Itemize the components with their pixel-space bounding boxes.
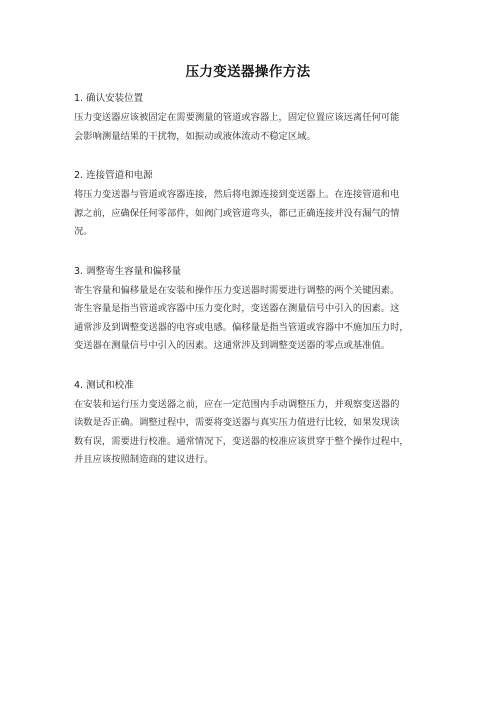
paragraph-line: 并且应该按照制造商的建议进行。 xyxy=(74,454,214,465)
section-install-position xyxy=(74,91,422,146)
section-test-calibrate xyxy=(74,378,422,470)
section-heading: 2. 连接管道和电源 xyxy=(74,170,153,181)
paragraph-line: 压力变送器应该被固定在需要测量的管道或容器上，固定位置应该远离任何可能 xyxy=(74,112,400,123)
paragraph-line: 源之前，应确保任何零部件，如阀门或管道弯头，都已正确连接并没有漏气的情 xyxy=(74,207,400,219)
section-heading: 4. 测试和校准 xyxy=(74,379,134,391)
paragraph-line: 在安装和运行压力变送器之前，应在一定范围内手动调整压力，并观察变送器的 xyxy=(74,398,400,410)
paragraph-line: 寄生容量和偏移量是在安装和操作压力变送器时需要进行调整的两个关键因素。 xyxy=(74,284,400,296)
section-connect-pipe-power xyxy=(74,168,422,242)
paragraph-line: 会影响测量结果的干扰物，如振动或液体流动不稳定区域。 xyxy=(74,130,316,142)
paragraph-line: 读数是否正确。调整过程中，需要将变送器与真实压力值进行比较，如果发现读 xyxy=(74,417,400,428)
paragraph-line: 数有误，需要进行校准。通常情况下，变送器的校准应该贯穿于整个操作过程中， xyxy=(74,435,409,447)
section-heading: 1. 确认安装位置 xyxy=(74,93,144,104)
document-title: 压力变送器操作方法 xyxy=(185,64,311,80)
section-heading: 3. 调整寄生容量和偏移量 xyxy=(74,265,182,277)
paragraph-line: 寄生容量是指当管道或容器中压力变化时，变送器在测量信号中引入的因素。这 xyxy=(74,303,400,314)
paragraph-line: 变送器在测量信号中引入的因素。这通常涉及到调整变送器的零点或基准值。 xyxy=(74,340,391,351)
section-capacitance-offset xyxy=(74,264,422,356)
paragraph-line: 况。 xyxy=(74,226,93,237)
paragraph-line: 通常涉及到调整变送器的电容或电感。偏移量是指当管道或容器中不施加压力时， xyxy=(74,321,409,333)
paragraph-line: 将压力变送器与管道或容器连接，然后将电源连接到变送器上。在连接管道和电 xyxy=(74,189,400,200)
